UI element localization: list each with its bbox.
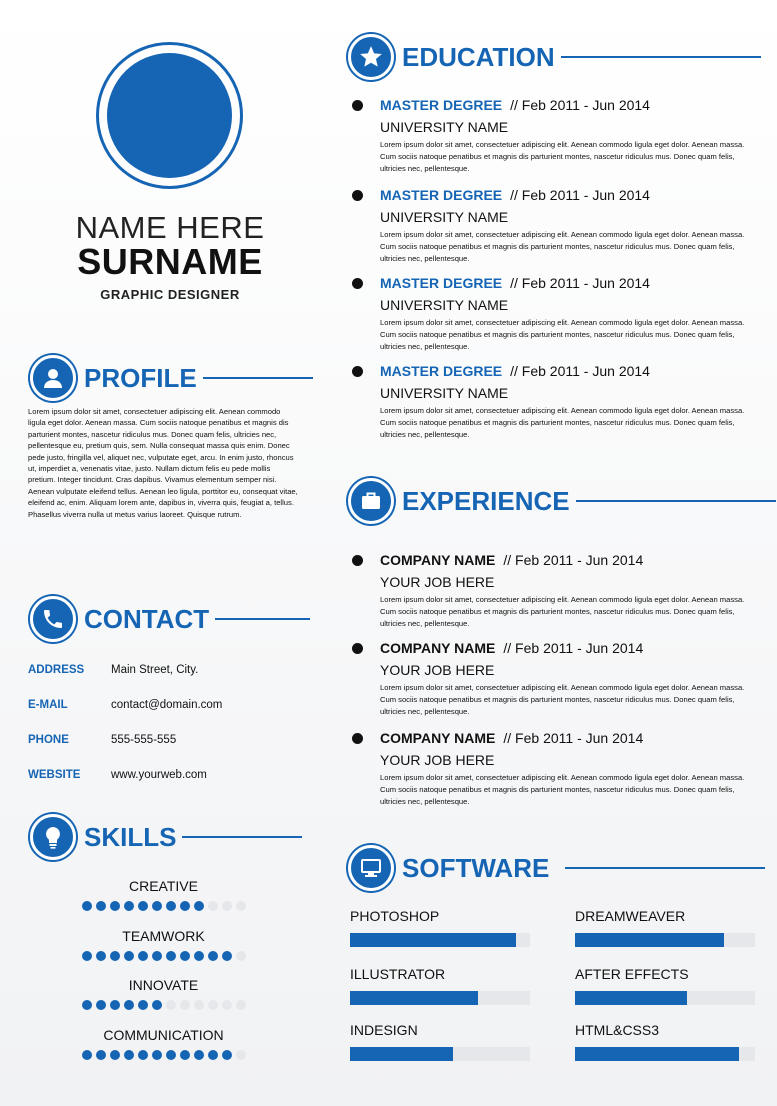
skill-dot-filled [138, 901, 148, 911]
skill-dot-filled [82, 951, 92, 961]
software-level-fill [575, 933, 724, 947]
skill-dot-filled [110, 951, 120, 961]
job-role: YOUR JOB HERE [380, 752, 495, 768]
skill-dot-empty [236, 1050, 246, 1060]
education-entry [352, 187, 752, 264]
skill-dot-filled [222, 1050, 232, 1060]
skill-dot-filled [208, 951, 218, 961]
date-range: // Feb 2011 - Jun 2014 [510, 97, 650, 113]
software-level-bar [350, 1047, 530, 1061]
skill-dot-filled [180, 1050, 190, 1060]
skill-level-dots [0, 951, 327, 961]
contact-label: WEBSITE [28, 769, 81, 781]
software-name: HTML&CSS3 [575, 1022, 660, 1038]
skill-dot-empty [194, 1000, 204, 1010]
experience-entry [352, 640, 752, 717]
job-role: YOUR JOB HERE [380, 574, 495, 590]
skill-dot-filled [124, 1050, 134, 1060]
skill-level-dots [0, 1050, 327, 1060]
software-level-fill [575, 991, 687, 1005]
skill-dot-filled [152, 1050, 162, 1060]
skill-dot-filled [96, 1000, 106, 1010]
experience-title: EXPERIENCE [402, 485, 570, 516]
bullet-dot [352, 366, 363, 377]
last-name: SURNAME [77, 241, 263, 282]
contact-value: Main Street, City. [111, 664, 199, 676]
software-title: SOFTWARE [402, 852, 550, 883]
bullet-dot [352, 733, 363, 744]
company-name: COMPANY NAME [380, 730, 496, 746]
software-level-bar [575, 933, 755, 947]
skill-dot-filled [82, 901, 92, 911]
degree-name: MASTER DEGREE [380, 187, 503, 203]
skill-dot-filled [124, 901, 134, 911]
education-section-header [348, 34, 761, 80]
education-heading [380, 275, 752, 291]
contact-title: CONTACT [84, 603, 210, 634]
skill-dot-filled [110, 1050, 120, 1060]
skills-section-header [30, 814, 302, 860]
degree-name: MASTER DEGREE [380, 363, 503, 379]
profile-title: PROFILE [84, 362, 197, 393]
skill-dot-filled [166, 951, 176, 961]
skill-level-dots [0, 901, 327, 911]
education-entry [352, 275, 752, 352]
education-entry [352, 97, 752, 174]
skill-name: TEAMWORK [122, 928, 205, 944]
skill-dot-empty [236, 1000, 246, 1010]
skill-name: COMMUNICATION [103, 1027, 224, 1043]
skill-dot-filled [166, 901, 176, 911]
company-name: COMPANY NAME [380, 552, 496, 568]
software-name: PHOTOSHOP [350, 908, 440, 924]
skills-divider [182, 836, 302, 838]
star-icon [348, 34, 394, 80]
bullet-dot [352, 278, 363, 289]
date-range: // Feb 2011 - Jun 2014 [510, 363, 650, 379]
skill-dot-filled [124, 951, 134, 961]
contact-value[interactable]: contact@domain.com [111, 699, 223, 711]
contact-row-website [28, 769, 207, 781]
school-name: UNIVERSITY NAME [380, 297, 509, 313]
software-level-fill [350, 991, 478, 1005]
person-icon [30, 355, 76, 401]
lightbulb-icon [30, 814, 76, 860]
contact-label: ADDRESS [28, 664, 85, 676]
degree-name: MASTER DEGREE [380, 275, 503, 291]
degree-name: MASTER DEGREE [380, 97, 503, 113]
skill-dot-filled [194, 1050, 204, 1060]
skill-dot-filled [110, 1000, 120, 1010]
software-item [350, 1022, 530, 1061]
profile-section-header [30, 355, 313, 401]
skill-dot-filled [82, 1000, 92, 1010]
skill-dot-filled [180, 951, 190, 961]
skill-dot-filled [138, 1050, 148, 1060]
entry-description: Lorem ipsum dolor sit amet, consectetuer adipiscing elit. Aenean commodo ligula eget dolor. Aenean massa. Cum sociis natoque penatibus et magnis dis parturient montes, nascetur ridiculus mus. Donec quam felis, ultricies nec, pellentesque. [380, 595, 745, 628]
skill-dot-filled [208, 1050, 218, 1060]
skills-title: SKILLS [84, 821, 177, 852]
software-name: DREAMWEAVER [575, 908, 686, 924]
education-heading [380, 187, 752, 203]
experience-heading [380, 730, 752, 746]
school-name: UNIVERSITY NAME [380, 385, 509, 401]
bullet-dot [352, 555, 363, 566]
experience-entry [352, 730, 752, 807]
skill-dot-empty [166, 1000, 176, 1010]
skill-dot-filled [138, 1000, 148, 1010]
software-item [350, 966, 530, 1005]
entry-description: Lorem ipsum dolor sit amet, consectetuer adipiscing elit. Aenean commodo ligula eget dolor. Aenean massa. Cum sociis natoque penatibus et magnis dis parturient montes, nascetur ridiculus mus. Donec quam felis, ultricies nec, pellentesque. [380, 773, 745, 806]
software-level-bar [350, 991, 530, 1005]
monitor-icon [348, 845, 394, 891]
skill-dot-filled [110, 901, 120, 911]
software-name: ILLUSTRATOR [350, 966, 446, 982]
profile-photo-frame [96, 42, 243, 189]
software-item [575, 1022, 755, 1061]
skill-dot-filled [96, 1050, 106, 1060]
software-level-fill [575, 1047, 739, 1061]
skill-dot-filled [138, 951, 148, 961]
contact-label: E-MAIL [28, 699, 68, 711]
skill-dot-filled [96, 901, 106, 911]
left-column [0, 0, 320, 1106]
skill-dot-empty [222, 1000, 232, 1010]
profile-divider [203, 377, 313, 379]
skill-name: INNOVATE [128, 977, 199, 993]
software-item [575, 908, 755, 947]
skill-item [0, 928, 327, 961]
education-entry [352, 363, 752, 440]
school-name: UNIVERSITY NAME [380, 209, 509, 225]
software-item [575, 966, 755, 1005]
skill-item [0, 977, 327, 1010]
education-heading [380, 97, 752, 113]
software-level-fill [350, 1047, 453, 1061]
software-item [350, 908, 530, 947]
entry-description: Lorem ipsum dolor sit amet, consectetuer adipiscing elit. Aenean commodo ligula eget dolor. Aenean massa. Cum sociis natoque penatibus et magnis dis parturient montes, nascetur ridiculus mus. Donec quam felis, ultricies nec, pellentesque. [380, 230, 745, 263]
software-level-bar [575, 991, 755, 1005]
software-level-bar [350, 933, 530, 947]
bullet-dot [352, 190, 363, 201]
skill-dot-filled [82, 1050, 92, 1060]
contact-row-address [28, 664, 198, 676]
contact-section-header [30, 596, 310, 642]
education-heading [380, 363, 752, 379]
entry-description: Lorem ipsum dolor sit amet, consectetuer adipiscing elit. Aenean commodo ligula eget dolor. Aenean massa. Cum sociis natoque penatibus et magnis dis parturient montes, nascetur ridiculus mus. Donec quam felis, ultricies nec, pellentesque. [380, 406, 745, 439]
date-range: // Feb 2011 - Jun 2014 [510, 187, 650, 203]
skill-dot-filled [194, 951, 204, 961]
software-name: INDESIGN [350, 1022, 418, 1038]
education-divider [561, 56, 761, 58]
experience-divider [576, 500, 776, 502]
skill-dot-filled [152, 951, 162, 961]
briefcase-icon [348, 478, 394, 524]
skill-dot-filled [222, 951, 232, 961]
phone-icon [30, 596, 76, 642]
date-range: // Feb 2011 - Jun 2014 [503, 730, 644, 746]
skill-dot-filled [124, 1000, 134, 1010]
entry-description: Lorem ipsum dolor sit amet, consectetuer adipiscing elit. Aenean commodo ligula eget dolor. Aenean massa. Cum sociis natoque penatibus et magnis dis parturient montes, nascetur ridiculus mus. Donec quam felis, ultricies nec, pellentesque. [380, 318, 745, 351]
experience-heading [380, 640, 752, 656]
contact-row-phone [28, 734, 176, 746]
contact-row-email [28, 699, 222, 711]
skill-item [0, 1027, 327, 1060]
skill-dot-filled [152, 901, 162, 911]
skill-dot-empty [236, 901, 246, 911]
skill-dot-empty [208, 901, 218, 911]
school-name: UNIVERSITY NAME [380, 119, 509, 135]
entry-description: Lorem ipsum dolor sit amet, consectetuer adipiscing elit. Aenean commodo ligula eget dolor. Aenean massa. Cum sociis natoque penatibus et magnis dis parturient montes, nascetur ridiculus mus. Donec quam felis, ultricies nec, pellentesque. [380, 140, 745, 173]
skill-dot-filled [194, 901, 204, 911]
entry-description: Lorem ipsum dolor sit amet, consectetuer adipiscing elit. Aenean commodo ligula eget dolor. Aenean massa. Cum sociis natoque penatibus et magnis dis parturient montes, nascetur ridiculus mus. Donec quam felis, ultricies nec, pellentesque. [380, 683, 745, 716]
skill-dot-filled [180, 901, 190, 911]
first-name: NAME HERE [75, 210, 265, 245]
skill-dot-filled [96, 951, 106, 961]
profile-photo [107, 53, 232, 178]
job-title: GRAPHIC DESIGNER [100, 287, 240, 302]
contact-label: PHONE [28, 734, 69, 746]
job-role: YOUR JOB HERE [380, 662, 495, 678]
skill-dot-empty [236, 951, 246, 961]
skill-dot-filled [152, 1000, 162, 1010]
software-section-header [348, 845, 765, 891]
skill-level-dots [0, 1000, 327, 1010]
software-level-bar [575, 1047, 755, 1061]
company-name: COMPANY NAME [380, 640, 496, 656]
profile-text: Lorem ipsum dolor sit amet, consectetuer adipiscing elit. Aenean commodo ligula eget dolor. Aenean massa. Cum sociis natoque penatibus et magnis dis parturient montes, nascetur ridiculus mus. Donec quam felis, ultricies nec, pellentesque eu, pretium quis, sem. Nulla consequat massa quis enim. Donec pede justo, fringilla vel, aliquet nec, vulputate eget, arcu. In enim justo, rhoncus ut, imperdiet a, venenatis vitae, justo. Nullam dictum felis eu pede mollis pretium. Integer tincidunt. Cras dapibus. Vivamus elementum semper nisi. Aenean vulputate eleifend tellus. Aenean leo ligula, porttitor eu, consequat vitae, eleifend ac, enim. Aliquam lorem ante, dapibus in, viverra quis, feugiat a, tellus. Phasellus viverra nulla ut metus varius laoreet. Quisque rutrum. [28, 407, 298, 519]
bullet-dot [352, 100, 363, 111]
education-title: EDUCATION [402, 41, 555, 72]
skill-dot-empty [208, 1000, 218, 1010]
contact-divider [215, 618, 310, 620]
skill-name: CREATIVE [129, 878, 198, 894]
experience-section-header [348, 478, 776, 524]
bullet-dot [352, 643, 363, 654]
contact-value[interactable]: www.yourweb.com [111, 769, 207, 781]
date-range: // Feb 2011 - Jun 2014 [510, 275, 650, 291]
date-range: // Feb 2011 - Jun 2014 [503, 640, 644, 656]
experience-entry [352, 552, 752, 629]
contact-value: 555-555-555 [111, 734, 177, 746]
date-range: // Feb 2011 - Jun 2014 [503, 552, 644, 568]
skill-dot-empty [180, 1000, 190, 1010]
experience-heading [380, 552, 752, 568]
skill-dot-empty [222, 901, 232, 911]
software-divider [565, 867, 765, 869]
software-name: AFTER EFFECTS [575, 966, 689, 982]
skill-item [0, 878, 327, 911]
software-level-fill [350, 933, 516, 947]
skill-dot-filled [166, 1050, 176, 1060]
